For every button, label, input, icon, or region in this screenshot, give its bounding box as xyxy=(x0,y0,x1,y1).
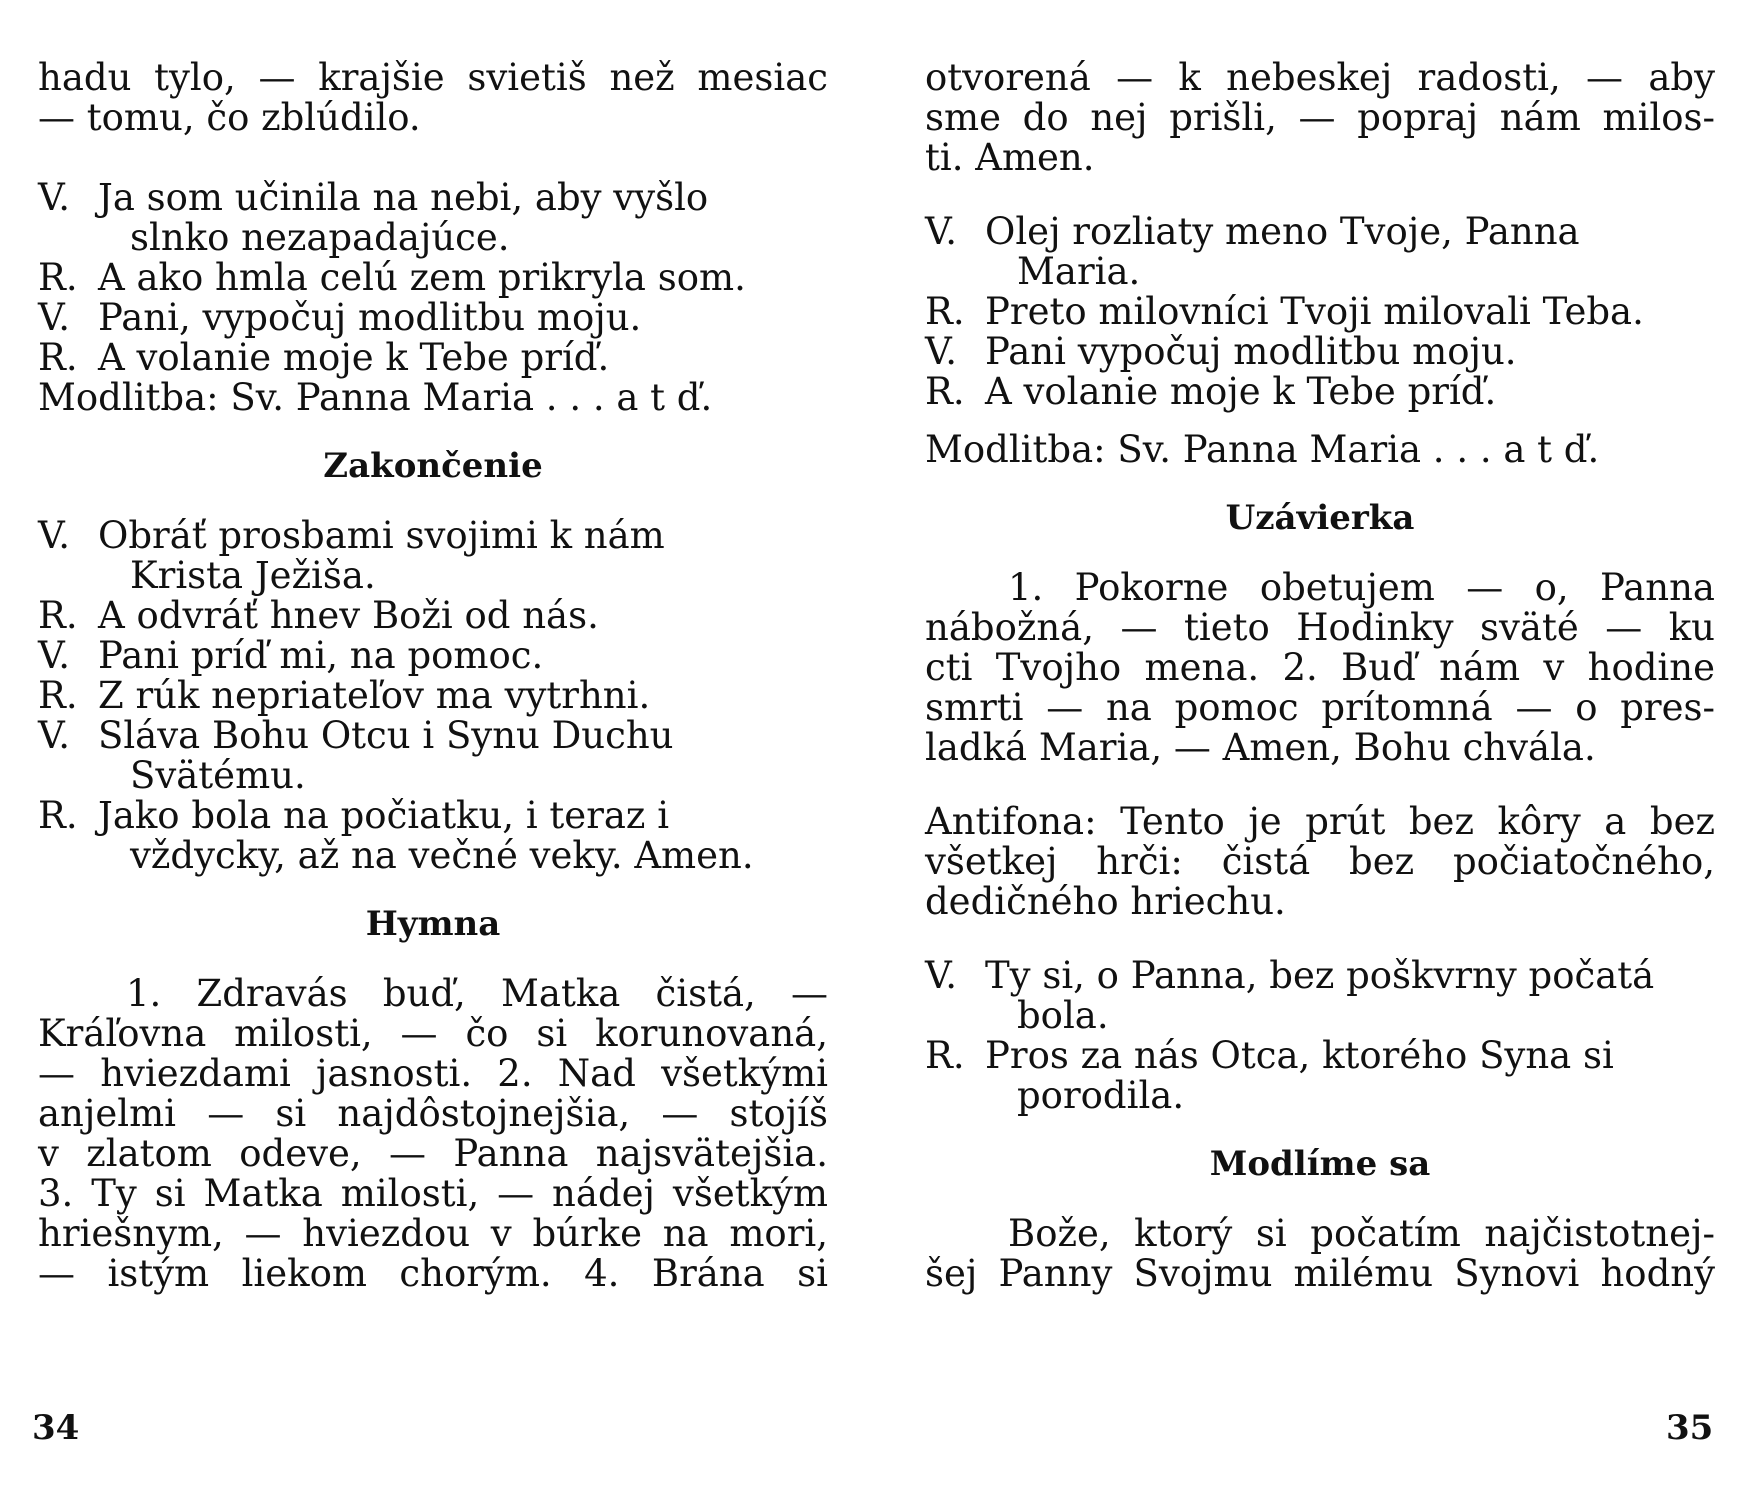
left-page xyxy=(38,58,828,1294)
verse-text: A volanie moje k Tebe príď. xyxy=(98,336,610,379)
text-line: v zlatom odeve, — Panna najsvätejšia. xyxy=(38,1132,828,1175)
prayer-line: Modlitba: Sv. Panna Maria . . . a t ď. xyxy=(925,428,1600,471)
verse xyxy=(38,796,828,876)
left-verses-2 xyxy=(38,516,828,876)
left-verses-1 xyxy=(38,178,828,378)
text-line: hadu tylo, — krajšie svietiš než mesiac xyxy=(38,56,828,99)
verse-continuation: Maria. xyxy=(1017,250,1141,293)
verse-mark: V. xyxy=(38,176,71,219)
text-line: 1. Zdravás buď, Matka čistá, — xyxy=(126,972,828,1015)
text-line: sme do nej prišli, — popraj nám milos- xyxy=(925,96,1715,139)
verse-mark: R. xyxy=(38,674,78,717)
text-line: ladká Maria, — Amen, Bohu chvála. xyxy=(925,726,1596,769)
prayer-line: Modlitba: Sv. Panna Maria . . . a t ď. xyxy=(38,376,713,419)
text-line: 3. Ty si Matka milosti, — nádej všetkým xyxy=(38,1172,828,1215)
section-heading: Hymna xyxy=(365,904,501,944)
verse xyxy=(925,292,1715,332)
verse xyxy=(38,516,828,596)
verse xyxy=(38,338,828,378)
verse-mark: V. xyxy=(925,954,958,997)
text-line: dedičného hriechu. xyxy=(925,880,1286,923)
text-line: nábožná, — tieto Hodinky sväté — ku xyxy=(925,606,1715,649)
verse-text: Ty si, o Panna, bez poškvrny počatá xyxy=(985,954,1655,997)
verse-text: Sláva Bohu Otcu i Synu Duchu xyxy=(98,714,674,757)
closing-paragraph xyxy=(925,568,1715,768)
text-line: Bože, ktorý si počatím najčistotnej- xyxy=(1008,1212,1715,1255)
verse-continuation: bola. xyxy=(1017,994,1109,1037)
left-intro xyxy=(38,58,828,138)
verse xyxy=(925,212,1715,292)
antiphon-paragraph xyxy=(925,802,1715,922)
right-intro xyxy=(925,58,1715,178)
text-line: všetkej hrči: čistá bez počiatočného, xyxy=(925,840,1715,883)
verse xyxy=(925,372,1715,412)
text-line: smrti — na pomoc prítomná — o pres- xyxy=(925,686,1715,729)
verse xyxy=(38,178,828,258)
right-verses-2 xyxy=(925,956,1715,1116)
hymn-paragraph xyxy=(38,974,828,1294)
verse-mark: V. xyxy=(38,296,71,339)
text-line: — istým liekom chorým. 4. Brána si xyxy=(38,1252,828,1295)
verse-text: Z rúk nepriateľov ma vytrhni. xyxy=(98,674,651,717)
verse-continuation: Svätému. xyxy=(130,754,306,797)
verse-text: Pros za nás Otca, ktorého Syna si xyxy=(985,1034,1614,1077)
verse-mark: R. xyxy=(925,290,965,333)
verse-text: Ja som učinila na nebi, aby vyšlo xyxy=(98,176,709,219)
verse-text: Jako bola na počiatku, i teraz i xyxy=(98,794,670,837)
page-number-right: 35 xyxy=(1666,1408,1714,1448)
verse-continuation: Krista Ježiša. xyxy=(130,554,376,597)
verse xyxy=(925,1036,1715,1116)
verse xyxy=(38,676,828,716)
verse-mark: V. xyxy=(925,210,958,253)
verse-mark: V. xyxy=(38,714,71,757)
text-line: ti. Amen. xyxy=(925,136,1095,179)
text-line: 1. Pokorne obetujem — o, Panna xyxy=(1008,566,1715,609)
verse-continuation: vždycky, až na večné veky. Amen. xyxy=(130,834,754,877)
text-line: otvorená — k nebeskej radosti, — aby xyxy=(925,56,1715,99)
right-verses-1 xyxy=(925,212,1715,412)
verse-text: A odvráť hnev Boži od nás. xyxy=(98,594,599,637)
page-number-left: 34 xyxy=(32,1408,80,1448)
section-heading: Modlíme sa xyxy=(1209,1144,1431,1184)
verse xyxy=(38,716,828,796)
final-paragraph xyxy=(925,1214,1715,1294)
verse-continuation: porodila. xyxy=(1017,1074,1185,1117)
verse xyxy=(38,596,828,636)
verse-mark: R. xyxy=(925,1034,965,1077)
verse-text: Pani, vypočuj modlitbu moju. xyxy=(98,296,642,339)
text-line: — tomu, čo zblúdilo. xyxy=(38,96,421,139)
verse xyxy=(38,298,828,338)
verse-mark: V. xyxy=(925,330,958,373)
verse-text: Olej rozliaty meno Tvoje, Panna xyxy=(985,210,1580,253)
text-line: šej Panny Svojmu milému Synovi hodný xyxy=(925,1252,1715,1295)
verse xyxy=(38,258,828,298)
verse-mark: V. xyxy=(38,634,71,677)
verse-mark: R. xyxy=(925,370,965,413)
verse-continuation: slnko nezapadajúce. xyxy=(130,216,510,259)
section-heading: Zakončenie xyxy=(323,446,543,486)
text-line: — hviezdami jasnosti. 2. Nad všetkými xyxy=(38,1052,828,1095)
section-heading: Uzávierka xyxy=(1225,498,1415,538)
verse-text: Obráť prosbami svojimi k nám xyxy=(98,514,665,557)
verse-text: A ako hmla celú zem prikryla som. xyxy=(98,256,746,299)
verse-mark: R. xyxy=(38,336,78,379)
verse-text: A volanie moje k Tebe príď. xyxy=(985,370,1497,413)
verse-mark: V. xyxy=(38,514,71,557)
verse-mark: R. xyxy=(38,256,78,299)
text-line: cti Tvojho mena. 2. Buď nám v hodine xyxy=(925,646,1715,689)
right-page xyxy=(925,58,1715,1294)
text-line: Kráľovna milosti, — čo si korunovaná, xyxy=(38,1012,828,1055)
text-line: hriešnym, — hviezdou v búrke na mori, xyxy=(38,1212,828,1255)
verse-text: Pani vypočuj modlitbu moju. xyxy=(985,330,1517,373)
verse-text: Pani príď mi, na pomoc. xyxy=(98,634,544,677)
verse-mark: R. xyxy=(38,594,78,637)
text-line: anjelmi — si najdôstojnejšia, — stojíš xyxy=(38,1092,828,1135)
verse xyxy=(925,956,1715,1036)
verse xyxy=(38,636,828,676)
verse-text: Preto milovníci Tvoji milovali Teba. xyxy=(985,290,1644,333)
text-line: Antifona: Tento je prút bez kôry a bez xyxy=(925,800,1715,843)
verse xyxy=(925,332,1715,372)
verse-mark: R. xyxy=(38,794,78,837)
